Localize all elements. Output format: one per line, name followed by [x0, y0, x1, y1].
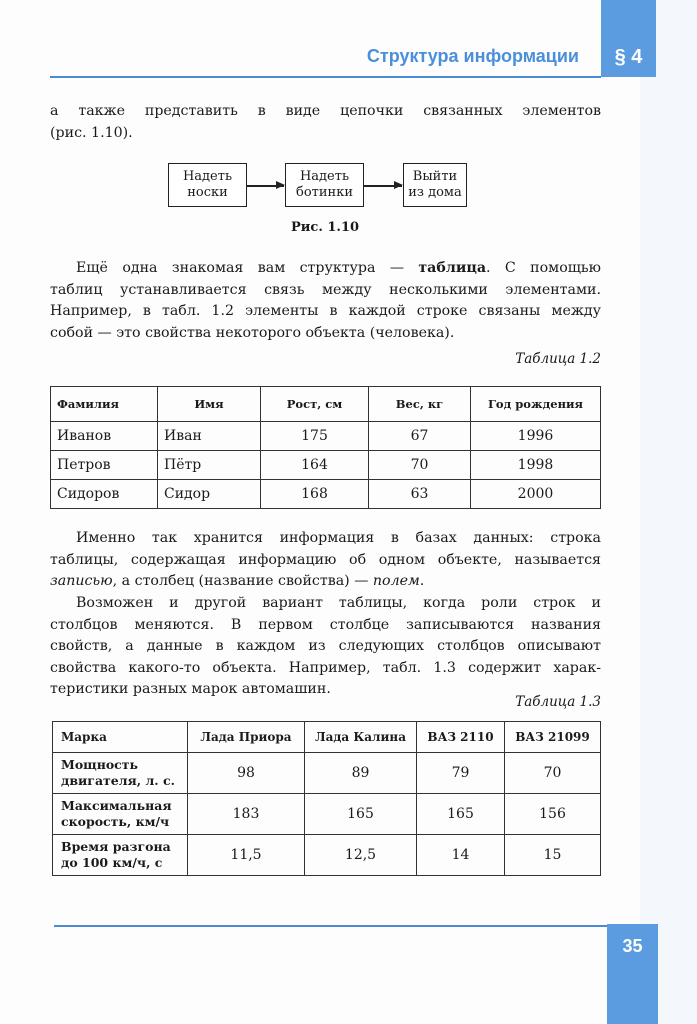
table-cell: 12,5	[305, 835, 417, 876]
table-cars	[52, 721, 601, 876]
section-number-tab	[601, 0, 656, 77]
table-row	[51, 422, 601, 451]
table-cell: Сидоров	[51, 480, 158, 509]
table-row	[53, 835, 601, 876]
table-cell: 89	[305, 753, 417, 794]
section-title: Структура информации	[366, 46, 579, 66]
table-cell: 63	[369, 480, 471, 509]
column-header: Вес, кг	[369, 387, 471, 422]
row-header: Максимальная скорость, км/ч	[53, 794, 188, 835]
arrow-right-icon	[247, 185, 284, 187]
paragraph-transposed-table	[50, 593, 601, 701]
term-field: полем	[372, 573, 420, 589]
paragraph-table-intro	[50, 258, 601, 344]
box-text: из дома	[408, 185, 462, 200]
table-cell: 2000	[471, 480, 601, 509]
text-line: свойств, а данные в каждом из следующих столбцов описывают	[50, 638, 601, 654]
page-number: 35	[622, 936, 643, 956]
column-header: Фамилия	[51, 387, 158, 422]
table-cell: Сидор	[158, 480, 261, 509]
text-line: а также представить в виде цепочки связанных элементов	[50, 103, 601, 119]
section-number: § 4	[614, 46, 643, 68]
text-line: Возможен и другой вариант таблицы, когда роли строк и	[76, 595, 601, 611]
text-line: свойства какого-то объекта. Например, табл. 1.3 содержит харак-	[50, 659, 601, 676]
column-header: Марка	[53, 722, 188, 753]
diagram-box-boots	[285, 163, 364, 207]
text-line: теристики разных марок автомашин.	[50, 681, 331, 697]
diagram-box-socks	[168, 163, 247, 207]
table-people	[50, 386, 601, 509]
table-row	[51, 451, 601, 480]
table-cell: 165	[305, 794, 417, 835]
table-cell: 175	[261, 422, 369, 451]
box-text: Надеть	[299, 169, 350, 184]
table-cell: 11,5	[188, 835, 305, 876]
text-line: собой — это свойства некоторого объекта (человека).	[50, 324, 455, 341]
text-line: таблицы, содержащая информацию об одном объекте, называется	[50, 551, 601, 568]
table-row	[53, 753, 601, 794]
table-cell: 15	[505, 835, 601, 876]
table-cell: 70	[505, 753, 601, 794]
column-header: ВАЗ 21099	[505, 722, 601, 753]
row-header: Мощность двигателя, л. с.	[53, 753, 188, 794]
arrow-right-icon	[364, 185, 402, 187]
table-cell: Пётр	[158, 451, 261, 480]
table-cell: 98	[188, 753, 305, 794]
table-cell: 1996	[471, 422, 601, 451]
row-header: Время разгона до 100 км/ч, с	[53, 835, 188, 876]
text-line: Ещё одна знакомая вам структура — таблица. С помощью	[76, 260, 601, 276]
table-header-row	[53, 722, 601, 753]
table-cell: Петров	[51, 451, 158, 480]
box-text: ботинки	[296, 185, 353, 200]
table-cell: 168	[261, 480, 369, 509]
text-line: Например, в табл. 1.2 элементы в каждой строке связаны между	[50, 303, 601, 319]
table-cell: Иван	[158, 422, 261, 451]
table-header-row	[51, 387, 601, 422]
page-number-tab	[607, 924, 658, 1024]
table-cell: 79	[417, 753, 505, 794]
table-cell: Иванов	[51, 422, 158, 451]
page-edge-tint	[640, 0, 697, 1024]
box-text: Выйти	[412, 169, 458, 184]
text-line: таблиц устанавливается связь между несколькими элементами.	[50, 281, 601, 298]
header-rule	[50, 76, 601, 78]
figure-caption: Рис. 1.10	[291, 220, 360, 235]
table-cell: 165	[417, 794, 505, 835]
table-cell: 164	[261, 451, 369, 480]
table-cell: 14	[417, 835, 505, 876]
text-line: Именно так хранится информация в базах данных: строка	[76, 530, 601, 546]
text-line: столбцов меняются. В первом столбце записываются названия	[50, 616, 601, 633]
column-header: Лада Приора	[188, 722, 305, 753]
paragraph-chain-intro	[50, 101, 601, 144]
table-cell: 1998	[471, 451, 601, 480]
term-table: таблица	[418, 260, 487, 276]
table-caption: Таблица 1.3	[515, 694, 601, 710]
box-text: Надеть	[182, 169, 233, 184]
table-cell: 67	[369, 422, 471, 451]
table-caption: Таблица 1.2	[515, 351, 601, 367]
column-header: ВАЗ 2110	[417, 722, 505, 753]
table-cell: 70	[369, 451, 471, 480]
table-row	[53, 794, 601, 835]
column-header: Рост, см	[261, 387, 369, 422]
paragraph-database	[50, 528, 601, 593]
column-header: Лада Калина	[305, 722, 417, 753]
text-line: (рис. 1.10).	[50, 124, 133, 141]
box-text: носки	[187, 185, 228, 200]
table-cell: 183	[188, 794, 305, 835]
column-header: Имя	[158, 387, 261, 422]
footer-rule	[54, 925, 608, 927]
table-row	[51, 480, 601, 509]
term-record: записью	[50, 573, 113, 589]
text-line: записью, а столбец (название свойства) — полем.	[50, 573, 425, 589]
column-header: Год рождения	[471, 387, 601, 422]
diagram-box-leave-home	[403, 163, 467, 207]
table-cell: 156	[505, 794, 601, 835]
